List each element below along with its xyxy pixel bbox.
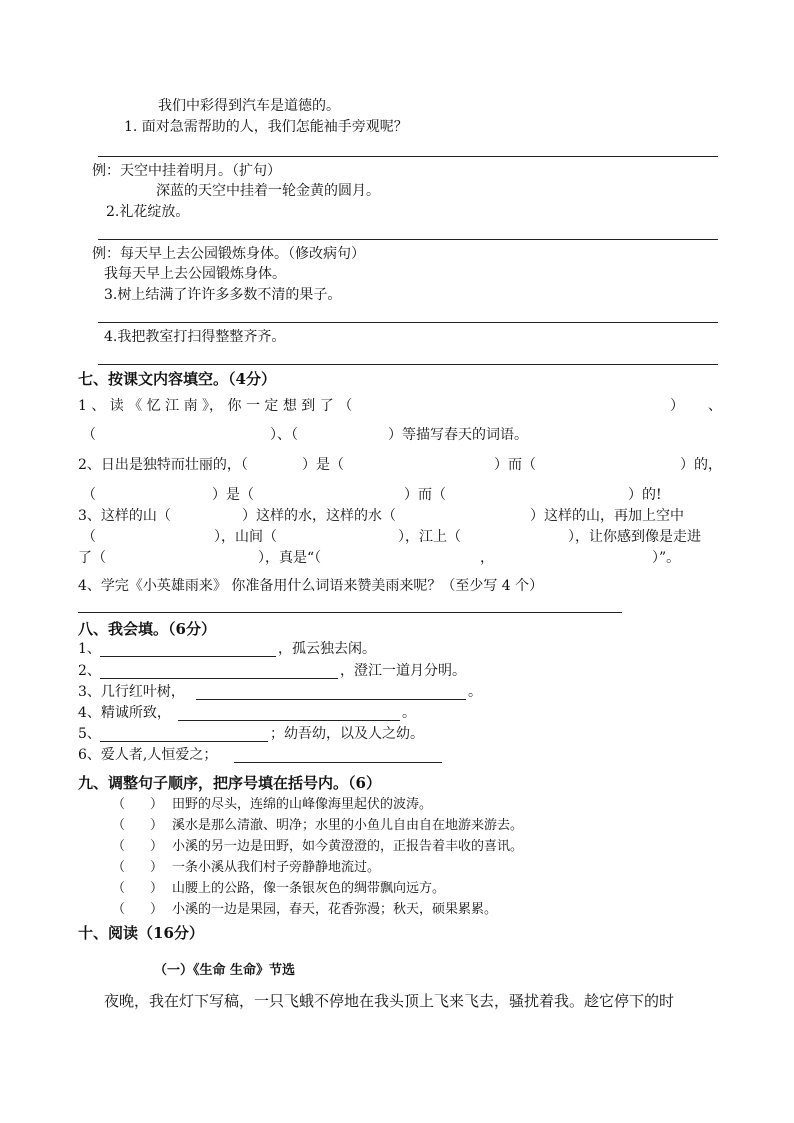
paren-open[interactable]: （: [112, 818, 126, 833]
paren-close: ）: [150, 839, 164, 854]
section-8-title: 八、我会填。（6分）: [78, 620, 216, 638]
question-3: 3.树上结满了许许多多数不清的果子。: [104, 287, 342, 303]
fill-blank[interactable]: [100, 678, 338, 679]
reading-paragraph: 夜晚，我在灯下写稿，一只飞蛾不停地在我头顶上飞来飞去，骚扰着我。趁它停下的时: [104, 992, 675, 1010]
s7-q3-b: ）这样的水，这样的水（: [242, 508, 396, 524]
s8-l5-text: ；幼吾幼，以及人之幼。: [270, 726, 424, 742]
section-9-title: 九、调整句子顺序，把序号填在括号内。（6）: [78, 774, 381, 792]
s7-q3-g: ），让你感到像是走进: [568, 529, 701, 545]
example-2-label: 例：每天早上去公园锻炼身体。（修改病句）: [92, 246, 365, 262]
example-1-label: 例：天空中挂着明月。（扩句）: [92, 163, 281, 179]
fill-blank[interactable]: [234, 762, 442, 763]
question-2: 2.礼花绽放。: [106, 204, 190, 220]
question-1: 1. 面对急需帮助的人，我们怎能袖手旁观呢？: [124, 119, 408, 135]
s7-q3-i: ），真是“（: [258, 550, 322, 566]
s7-q1-end: ）等描写春天的词语。: [388, 427, 528, 443]
s7-q2-d: ）的，: [680, 457, 722, 473]
list-item: 田野的尽头，连绵的山峰像海里起伏的波涛。: [172, 797, 433, 812]
list-item: 山腰上的公路，像一条银灰色的绸带飘向远方。: [172, 881, 446, 896]
list-item: 小溪的另一边是田野，如今黄澄澄的，正报告着丰收的喜讯。: [172, 839, 524, 854]
s7-q2-h: ）的!: [628, 487, 662, 503]
s7-q1-paren-open: （: [82, 427, 96, 443]
section-10-title: 十、阅读（16分）: [78, 924, 204, 942]
s7-q1-text: 1 、 读 《 忆 江 南 》， 你 一 定 想 到 了 （: [78, 398, 353, 414]
answer-line[interactable]: [98, 322, 718, 323]
s7-q3-j: ，: [480, 550, 494, 566]
s8-l5-num: 5、: [78, 726, 101, 742]
s8-l4-text: 。: [402, 705, 416, 721]
s8-l1-num: 1、: [78, 641, 101, 657]
paren-open[interactable]: （: [112, 860, 126, 875]
paren-close: ）: [150, 860, 164, 875]
paren-open[interactable]: （: [112, 902, 126, 917]
list-item: 小溪的一边是果园，春天，花香弥漫；秋天，硕果累累。: [172, 902, 498, 917]
s8-l4-num: 4、精诚所致，: [78, 705, 171, 721]
paren-open[interactable]: （: [112, 797, 126, 812]
s7-q4: 4、学完《小英雄雨来》 你准备用什么词语来赞美雨来呢？（至少写 4 个）: [78, 578, 544, 594]
s7-q3-c: ）这样的山，再加上空中: [530, 508, 684, 524]
paren-open[interactable]: （: [112, 839, 126, 854]
s7-q2-b: ）是（: [302, 457, 344, 473]
paren-open[interactable]: （: [112, 881, 126, 896]
example-1-answer: 深蓝的天空中挂着一轮金黄的圆月。: [156, 183, 380, 199]
s8-l1-text: ，孤云独去闲。: [278, 641, 376, 657]
paren-close: ）: [150, 797, 164, 812]
paren-close: ）: [150, 881, 164, 896]
s7-q3-k: ）”。: [652, 550, 681, 566]
s7-q3-f: ），江上（: [398, 529, 461, 545]
s8-l2-num: 2、: [78, 663, 101, 679]
example-2-answer: 我每天早上去公园锻炼身体。: [104, 266, 286, 282]
s7-q3-e: ），山间（: [214, 529, 277, 545]
s7-q1-paren-mid: ）、（: [270, 427, 298, 443]
list-item: 一条小溪从我们村子旁静静地流过。: [172, 860, 381, 875]
answer-line[interactable]: [98, 239, 718, 240]
answer-line[interactable]: [98, 156, 718, 157]
s7-q2-c: ）而（: [494, 457, 536, 473]
s7-q2-g: ）而（: [404, 487, 446, 503]
s7-q3-h: 了（: [78, 550, 106, 566]
s7-q1-paren: ）: [670, 398, 684, 414]
question-4: 4.我把教室打扫得整整齐齐。: [104, 329, 286, 345]
s8-l6-num: 6、爱人者,人恒爱之；: [78, 747, 218, 763]
paren-close: ）: [150, 902, 164, 917]
section-7-title: 七、按课文内容填空。（4分）: [78, 370, 276, 388]
fill-blank[interactable]: [178, 720, 400, 721]
fill-blank[interactable]: [100, 656, 276, 657]
s7-q3-d: （: [82, 529, 96, 545]
s8-l3-num: 3、几行红叶树，: [78, 684, 185, 700]
s7-q2-text: 2、日出是独特而壮丽的，（: [78, 457, 248, 473]
s8-l2-text: ，澄江一道月分明。: [340, 663, 466, 679]
s7-q3-a: 3、这样的山（: [78, 508, 171, 524]
sentence-intro: 我们中彩得到汽车是道德的。: [158, 98, 340, 114]
paren-close: ）: [150, 818, 164, 833]
list-item: 溪水是那么清澈、明净；水里的小鱼儿自由自在地游来游去。: [172, 818, 524, 833]
answer-line[interactable]: [78, 612, 622, 613]
s7-q1-sep: 、: [708, 398, 722, 414]
answer-line[interactable]: [98, 364, 718, 365]
fill-blank[interactable]: [196, 699, 466, 700]
s7-q2-f: ）是（: [212, 487, 254, 503]
fill-blank[interactable]: [100, 741, 268, 742]
reading-subtitle: （一）《生命 生命》节选: [154, 963, 296, 978]
s7-q2-e: （: [82, 487, 96, 503]
s8-l3-text: 。: [468, 684, 482, 700]
